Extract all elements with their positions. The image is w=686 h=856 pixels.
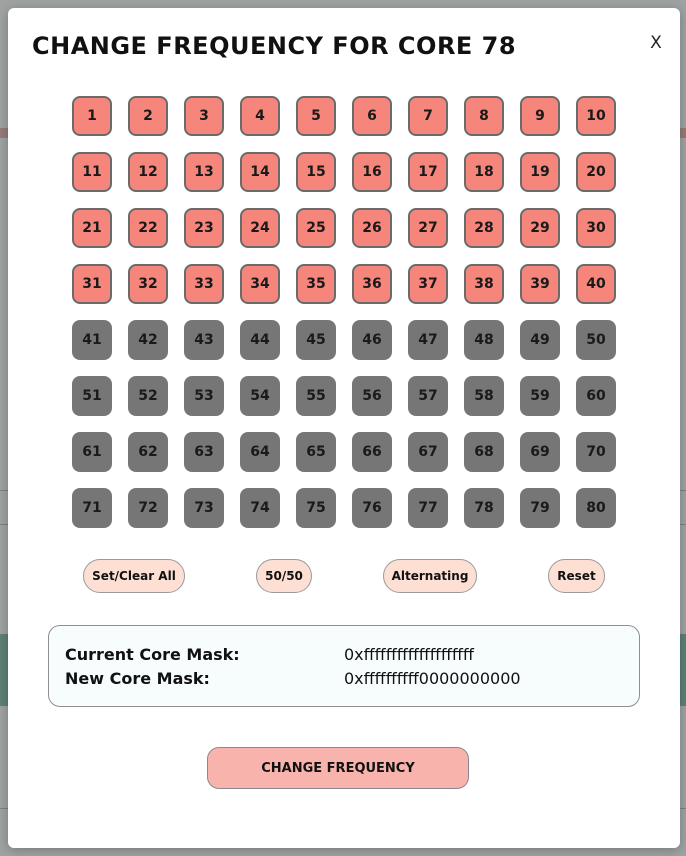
core-toggle-24[interactable]: 24 (240, 208, 280, 248)
core-toggle-68[interactable]: 68 (464, 432, 504, 472)
core-toggle-16[interactable]: 16 (352, 152, 392, 192)
core-toggle-45[interactable]: 45 (296, 320, 336, 360)
core-toggle-55[interactable]: 55 (296, 376, 336, 416)
core-toggle-80[interactable]: 80 (576, 488, 616, 528)
change-frequency-button[interactable]: CHANGE FREQUENCY (207, 747, 469, 789)
core-toggle-28[interactable]: 28 (464, 208, 504, 248)
core-toggle-70[interactable]: 70 (576, 432, 616, 472)
core-toggle-67[interactable]: 67 (408, 432, 448, 472)
core-toggle-42[interactable]: 42 (128, 320, 168, 360)
core-toggle-51[interactable]: 51 (72, 376, 112, 416)
core-toggle-49[interactable]: 49 (520, 320, 560, 360)
core-grid (72, 96, 616, 528)
modal-title: CHANGE FREQUENCY FOR CORE 78 (32, 32, 517, 60)
core-toggle-48[interactable]: 48 (464, 320, 504, 360)
core-toggle-3[interactable]: 3 (184, 96, 224, 136)
core-toggle-2[interactable]: 2 (128, 96, 168, 136)
core-toggle-78[interactable]: 78 (464, 488, 504, 528)
core-toggle-71[interactable]: 71 (72, 488, 112, 528)
core-toggle-54[interactable]: 54 (240, 376, 280, 416)
core-toggle-31[interactable]: 31 (72, 264, 112, 304)
core-toggle-36[interactable]: 36 (352, 264, 392, 304)
core-toggle-37[interactable]: 37 (408, 264, 448, 304)
core-toggle-58[interactable]: 58 (464, 376, 504, 416)
core-toggle-43[interactable]: 43 (184, 320, 224, 360)
new-mask-value: 0xffffffffff0000000000 (344, 669, 521, 688)
core-toggle-66[interactable]: 66 (352, 432, 392, 472)
core-toggle-1[interactable]: 1 (72, 96, 112, 136)
core-toggle-17[interactable]: 17 (408, 152, 448, 192)
core-toggle-40[interactable]: 40 (576, 264, 616, 304)
core-toggle-6[interactable]: 6 (352, 96, 392, 136)
core-toggle-38[interactable]: 38 (464, 264, 504, 304)
core-toggle-25[interactable]: 25 (296, 208, 336, 248)
core-toggle-21[interactable]: 21 (72, 208, 112, 248)
core-toggle-50[interactable]: 50 (576, 320, 616, 360)
core-toggle-32[interactable]: 32 (128, 264, 168, 304)
core-toggle-5[interactable]: 5 (296, 96, 336, 136)
core-toggle-22[interactable]: 22 (128, 208, 168, 248)
close-button[interactable]: X (650, 33, 662, 53)
core-toggle-27[interactable]: 27 (408, 208, 448, 248)
core-toggle-60[interactable]: 60 (576, 376, 616, 416)
core-toggle-9[interactable]: 9 (520, 96, 560, 136)
core-toggle-76[interactable]: 76 (352, 488, 392, 528)
core-toggle-33[interactable]: 33 (184, 264, 224, 304)
core-toggle-63[interactable]: 63 (184, 432, 224, 472)
core-toggle-79[interactable]: 79 (520, 488, 560, 528)
set-clear-all-button[interactable]: Set/Clear All (83, 559, 185, 593)
core-toggle-73[interactable]: 73 (184, 488, 224, 528)
preset-button-row (8, 559, 680, 593)
core-toggle-8[interactable]: 8 (464, 96, 504, 136)
new-mask-label: New Core Mask: (65, 669, 210, 688)
core-toggle-41[interactable]: 41 (72, 320, 112, 360)
current-mask-label: Current Core Mask: (65, 645, 240, 664)
core-toggle-75[interactable]: 75 (296, 488, 336, 528)
core-toggle-47[interactable]: 47 (408, 320, 448, 360)
reset-button[interactable]: Reset (548, 559, 605, 593)
core-toggle-18[interactable]: 18 (464, 152, 504, 192)
core-toggle-72[interactable]: 72 (128, 488, 168, 528)
core-toggle-56[interactable]: 56 (352, 376, 392, 416)
core-toggle-39[interactable]: 39 (520, 264, 560, 304)
core-toggle-29[interactable]: 29 (520, 208, 560, 248)
core-toggle-69[interactable]: 69 (520, 432, 560, 472)
core-toggle-26[interactable]: 26 (352, 208, 392, 248)
core-toggle-23[interactable]: 23 (184, 208, 224, 248)
core-toggle-34[interactable]: 34 (240, 264, 280, 304)
core-toggle-14[interactable]: 14 (240, 152, 280, 192)
core-toggle-20[interactable]: 20 (576, 152, 616, 192)
core-toggle-65[interactable]: 65 (296, 432, 336, 472)
change-frequency-modal (8, 8, 680, 848)
current-mask-value: 0xffffffffffffffffffff (344, 645, 474, 664)
core-toggle-19[interactable]: 19 (520, 152, 560, 192)
core-toggle-74[interactable]: 74 (240, 488, 280, 528)
core-toggle-7[interactable]: 7 (408, 96, 448, 136)
core-toggle-35[interactable]: 35 (296, 264, 336, 304)
core-toggle-61[interactable]: 61 (72, 432, 112, 472)
core-toggle-12[interactable]: 12 (128, 152, 168, 192)
core-toggle-62[interactable]: 62 (128, 432, 168, 472)
core-toggle-11[interactable]: 11 (72, 152, 112, 192)
core-toggle-30[interactable]: 30 (576, 208, 616, 248)
fifty-fifty-button[interactable]: 50/50 (256, 559, 312, 593)
alternating-button[interactable]: Alternating (383, 559, 477, 593)
core-toggle-10[interactable]: 10 (576, 96, 616, 136)
core-toggle-4[interactable]: 4 (240, 96, 280, 136)
core-toggle-44[interactable]: 44 (240, 320, 280, 360)
core-toggle-13[interactable]: 13 (184, 152, 224, 192)
core-toggle-57[interactable]: 57 (408, 376, 448, 416)
core-toggle-59[interactable]: 59 (520, 376, 560, 416)
core-mask-panel (48, 625, 640, 707)
core-toggle-46[interactable]: 46 (352, 320, 392, 360)
core-toggle-15[interactable]: 15 (296, 152, 336, 192)
core-toggle-52[interactable]: 52 (128, 376, 168, 416)
core-toggle-64[interactable]: 64 (240, 432, 280, 472)
core-toggle-77[interactable]: 77 (408, 488, 448, 528)
core-toggle-53[interactable]: 53 (184, 376, 224, 416)
